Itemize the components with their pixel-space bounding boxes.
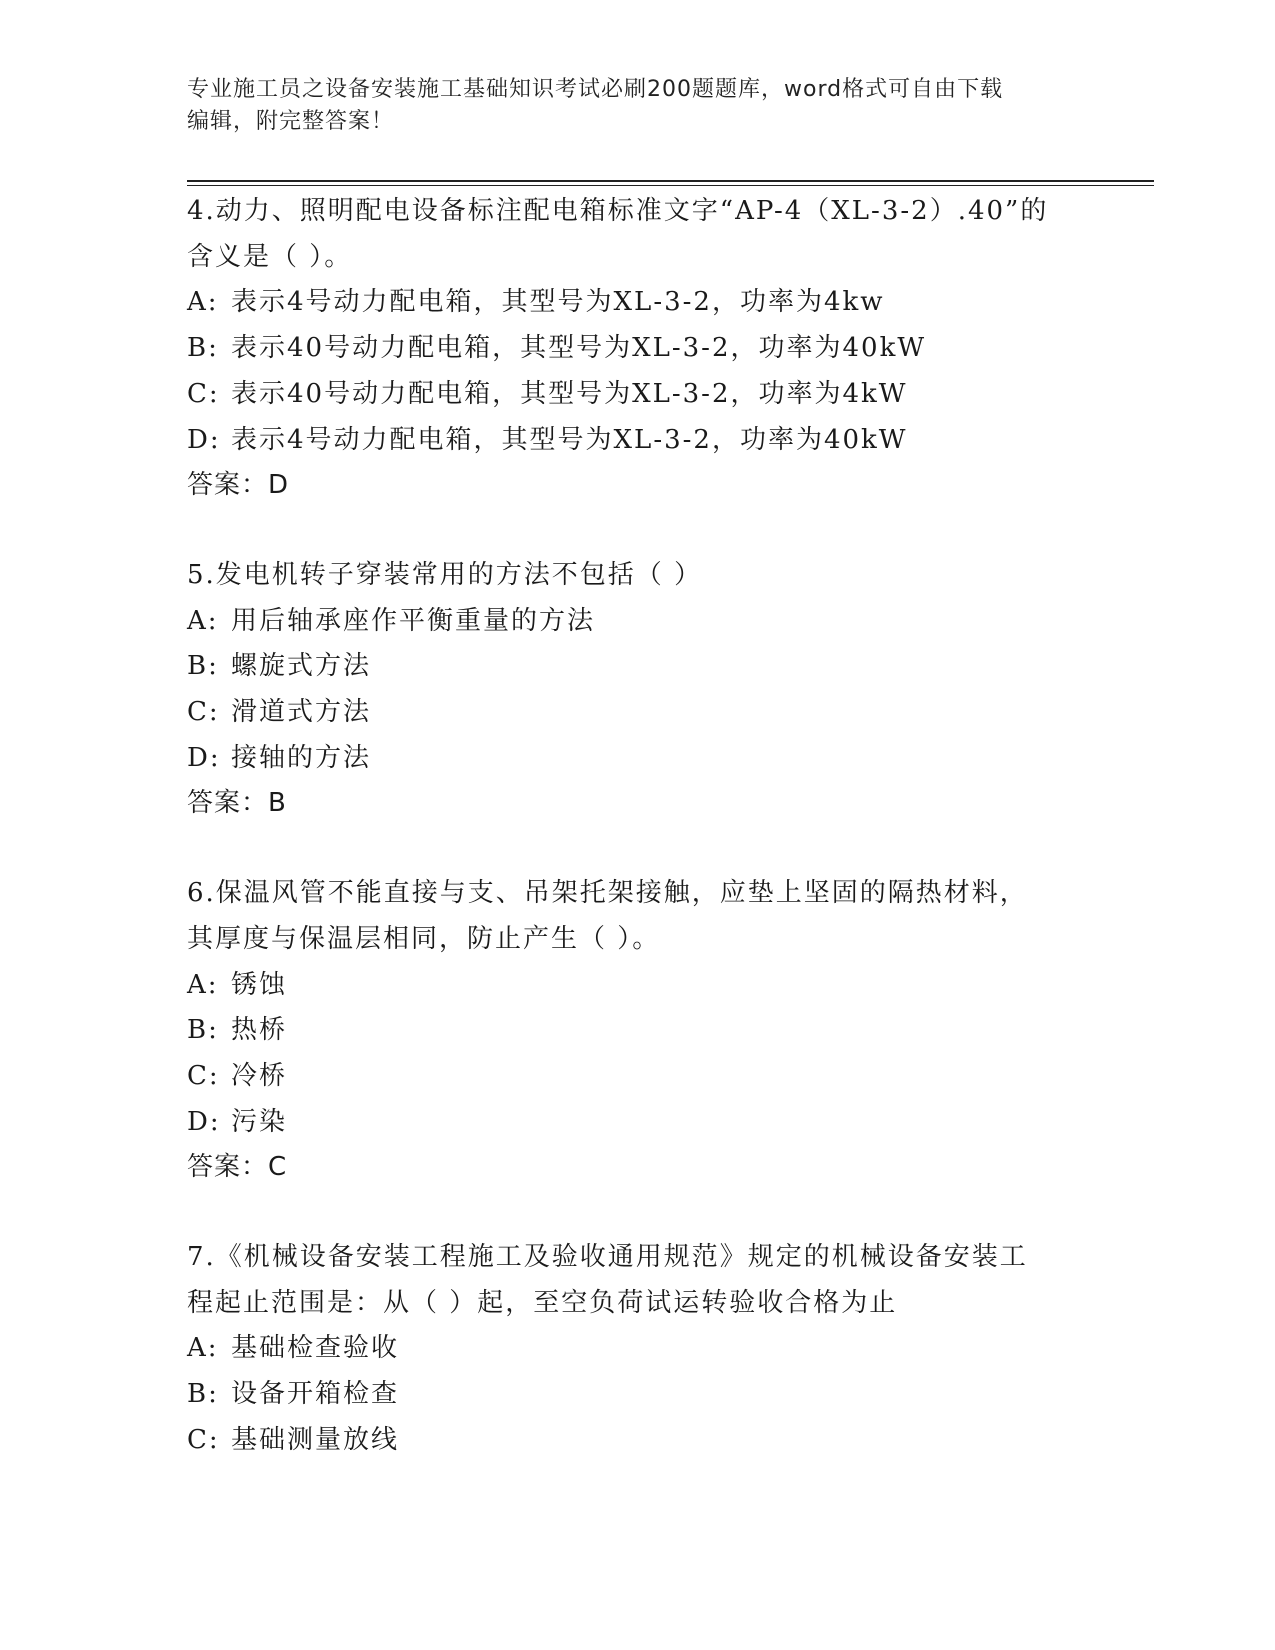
option-text: 锈蚀 xyxy=(231,969,288,1000)
header-rule-thick xyxy=(187,180,1154,182)
option-row xyxy=(187,1100,1087,1146)
answer-line: 答案：B xyxy=(187,788,287,819)
option-text: 污染 xyxy=(231,1106,288,1137)
question-block xyxy=(187,871,1087,1191)
question-stem-line: 5.发电机转子穿装常用的方法不包括（ ） xyxy=(187,559,703,590)
option-text: 表示4号动力配电箱，其型号为XL-3-2，功率为4kw xyxy=(231,287,885,318)
option-text: 用后轴承座作平衡重量的方法 xyxy=(231,605,596,636)
question-stem-line: 7.《机械设备安装工程施工及验收通用规范》规定的机械设备安装工 xyxy=(187,1242,1028,1273)
option-row xyxy=(187,690,1087,736)
option-row xyxy=(187,1372,1087,1418)
option-letter: B: xyxy=(187,1015,219,1046)
question-block xyxy=(187,1235,1087,1464)
option-text: 热桥 xyxy=(231,1015,288,1046)
document-header xyxy=(187,74,1087,138)
option-text: 接轴的方法 xyxy=(231,742,372,773)
option-letter: A: xyxy=(187,605,219,636)
question-stem-line: 其厚度与保温层相同，防止产生（ ）。 xyxy=(187,923,661,954)
question-stem-line: 程起止范围是：从（ ）起，至空负荷试运转验收合格为止 xyxy=(187,1287,898,1318)
option-text: 表示40号动力配电箱，其型号为XL-3-2，功率为40kW xyxy=(231,333,927,364)
option-row xyxy=(187,1326,1087,1372)
option-row xyxy=(187,326,1087,372)
option-text: 滑道式方法 xyxy=(231,697,372,728)
option-letter: A: xyxy=(187,287,219,318)
option-row xyxy=(187,1418,1087,1464)
option-row xyxy=(187,736,1087,782)
option-text: 基础测量放线 xyxy=(231,1424,400,1455)
header-rule-thin xyxy=(187,185,1154,186)
question-stem-line: 6.保温风管不能直接与支、吊架托架接触，应垫上坚固的隔热材料， xyxy=(187,878,1028,909)
question-list xyxy=(187,189,1087,1508)
question-stem-line: 含义是（ ）。 xyxy=(187,241,353,272)
option-row xyxy=(187,599,1087,645)
answer-line: 答案：C xyxy=(187,1152,288,1183)
question-block xyxy=(187,189,1087,509)
option-row xyxy=(187,644,1087,690)
option-text: 螺旋式方法 xyxy=(231,651,372,682)
option-row xyxy=(187,372,1087,418)
option-letter: A: xyxy=(187,969,219,1000)
option-row xyxy=(187,1054,1087,1100)
option-text: 冷桥 xyxy=(231,1060,288,1091)
option-row xyxy=(187,1008,1087,1054)
option-row xyxy=(187,280,1087,326)
option-letter: B: xyxy=(187,1379,219,1410)
option-letter: B: xyxy=(187,651,219,682)
option-text: 表示4号动力配电箱，其型号为XL-3-2，功率为40kW xyxy=(231,424,908,455)
option-letter: C: xyxy=(187,697,220,728)
option-letter: C: xyxy=(187,1424,220,1455)
option-letter: D: xyxy=(187,742,221,773)
option-letter: D: xyxy=(187,1106,221,1137)
option-letter: A: xyxy=(187,1333,219,1364)
question-stem xyxy=(187,553,1087,599)
header-line-1: 专业施工员之设备安装施工基础知识考试必刷200题题库，word格式可自由下载 xyxy=(187,77,1004,102)
question-stem xyxy=(187,871,1087,962)
option-letter: C: xyxy=(187,378,220,409)
option-letter: D: xyxy=(187,424,221,455)
question-block xyxy=(187,553,1087,827)
option-letter: C: xyxy=(187,1060,220,1091)
header-line-2: 编辑，附完整答案！ xyxy=(187,109,395,134)
answer-line: 答案：D xyxy=(187,470,290,501)
question-stem xyxy=(187,1235,1087,1326)
option-letter: B: xyxy=(187,333,219,364)
question-stem xyxy=(187,189,1087,280)
option-text: 设备开箱检查 xyxy=(231,1379,400,1410)
option-text: 表示40号动力配电箱，其型号为XL-3-2，功率为4kW xyxy=(231,378,908,409)
option-row xyxy=(187,963,1087,1009)
question-stem-line: 4.动力、照明配电设备标注配电箱标准文字“AP-4（XL-3-2）.40”的 xyxy=(187,196,1049,226)
option-text: 基础检查验收 xyxy=(231,1333,400,1364)
option-row xyxy=(187,418,1087,464)
